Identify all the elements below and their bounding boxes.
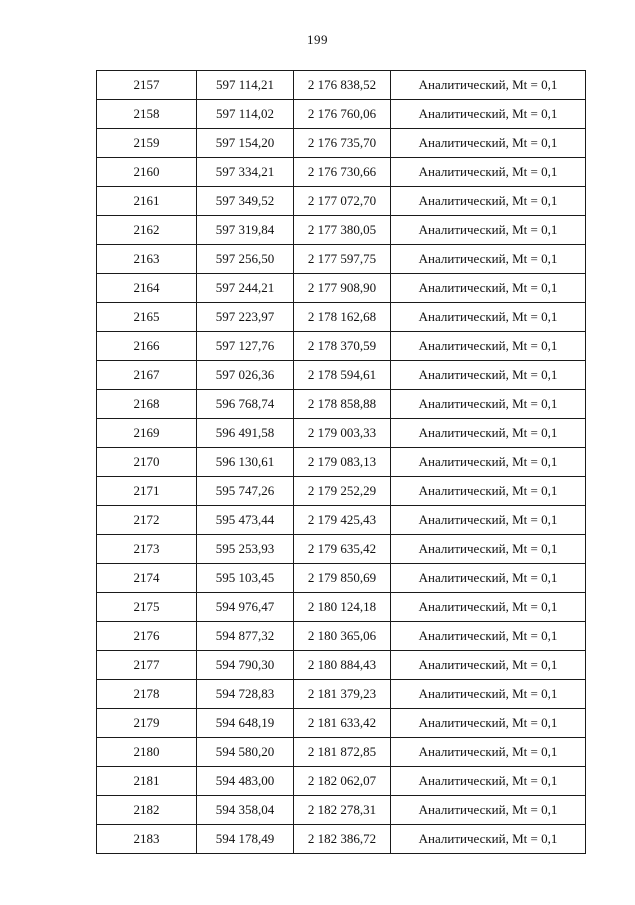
table-row bbox=[97, 767, 586, 796]
y-coordinate-cell: 2 177 072,70 bbox=[294, 187, 391, 216]
x-coordinate-cell: 595 473,44 bbox=[197, 506, 294, 535]
x-coordinate-cell: 594 358,04 bbox=[197, 796, 294, 825]
y-coordinate-cell: 2 179 635,42 bbox=[294, 535, 391, 564]
point-number-cell: 2159 bbox=[97, 129, 197, 158]
x-coordinate-cell: 594 178,49 bbox=[197, 825, 294, 854]
table-row bbox=[97, 825, 586, 854]
y-coordinate-cell: 2 178 162,68 bbox=[294, 303, 391, 332]
method-cell: Аналитический, Mt = 0,1 bbox=[391, 593, 586, 622]
table-row bbox=[97, 738, 586, 767]
y-coordinate-cell: 2 179 083,13 bbox=[294, 448, 391, 477]
x-coordinate-cell: 596 130,61 bbox=[197, 448, 294, 477]
table-row bbox=[97, 187, 586, 216]
table-row bbox=[97, 100, 586, 129]
y-coordinate-cell: 2 177 380,05 bbox=[294, 216, 391, 245]
method-cell: Аналитический, Mt = 0,1 bbox=[391, 303, 586, 332]
x-coordinate-cell: 597 334,21 bbox=[197, 158, 294, 187]
x-coordinate-cell: 595 253,93 bbox=[197, 535, 294, 564]
y-coordinate-cell: 2 182 386,72 bbox=[294, 825, 391, 854]
method-cell: Аналитический, Mt = 0,1 bbox=[391, 100, 586, 129]
point-number-cell: 2182 bbox=[97, 796, 197, 825]
x-coordinate-cell: 596 491,58 bbox=[197, 419, 294, 448]
table-row bbox=[97, 535, 586, 564]
table-row bbox=[97, 680, 586, 709]
point-number-cell: 2161 bbox=[97, 187, 197, 216]
x-coordinate-cell: 597 114,21 bbox=[197, 71, 294, 100]
x-coordinate-cell: 596 768,74 bbox=[197, 390, 294, 419]
y-coordinate-cell: 2 180 884,43 bbox=[294, 651, 391, 680]
point-number-cell: 2174 bbox=[97, 564, 197, 593]
point-number-cell: 2170 bbox=[97, 448, 197, 477]
y-coordinate-cell: 2 178 858,88 bbox=[294, 390, 391, 419]
x-coordinate-cell: 595 103,45 bbox=[197, 564, 294, 593]
method-cell: Аналитический, Mt = 0,1 bbox=[391, 419, 586, 448]
table-row bbox=[97, 245, 586, 274]
method-cell: Аналитический, Mt = 0,1 bbox=[391, 216, 586, 245]
point-number-cell: 2179 bbox=[97, 709, 197, 738]
x-coordinate-cell: 597 114,02 bbox=[197, 100, 294, 129]
table-row bbox=[97, 361, 586, 390]
y-coordinate-cell: 2 176 730,66 bbox=[294, 158, 391, 187]
y-coordinate-cell: 2 181 379,23 bbox=[294, 680, 391, 709]
y-coordinate-cell: 2 182 278,31 bbox=[294, 796, 391, 825]
x-coordinate-cell: 597 223,97 bbox=[197, 303, 294, 332]
method-cell: Аналитический, Mt = 0,1 bbox=[391, 477, 586, 506]
table-row bbox=[97, 419, 586, 448]
y-coordinate-cell: 2 176 735,70 bbox=[294, 129, 391, 158]
y-coordinate-cell: 2 181 633,42 bbox=[294, 709, 391, 738]
point-number-cell: 2183 bbox=[97, 825, 197, 854]
y-coordinate-cell: 2 182 062,07 bbox=[294, 767, 391, 796]
method-cell: Аналитический, Mt = 0,1 bbox=[391, 796, 586, 825]
method-cell: Аналитический, Mt = 0,1 bbox=[391, 709, 586, 738]
method-cell: Аналитический, Mt = 0,1 bbox=[391, 564, 586, 593]
point-number-cell: 2171 bbox=[97, 477, 197, 506]
point-number-cell: 2176 bbox=[97, 622, 197, 651]
x-coordinate-cell: 597 244,21 bbox=[197, 274, 294, 303]
y-coordinate-cell: 2 180 124,18 bbox=[294, 593, 391, 622]
y-coordinate-cell: 2 178 370,59 bbox=[294, 332, 391, 361]
y-coordinate-cell: 2 177 597,75 bbox=[294, 245, 391, 274]
method-cell: Аналитический, Mt = 0,1 bbox=[391, 71, 586, 100]
point-number-cell: 2167 bbox=[97, 361, 197, 390]
point-number-cell: 2166 bbox=[97, 332, 197, 361]
x-coordinate-cell: 597 349,52 bbox=[197, 187, 294, 216]
point-number-cell: 2163 bbox=[97, 245, 197, 274]
table-row bbox=[97, 448, 586, 477]
point-number-cell: 2180 bbox=[97, 738, 197, 767]
table-row bbox=[97, 796, 586, 825]
point-number-cell: 2160 bbox=[97, 158, 197, 187]
point-number-cell: 2165 bbox=[97, 303, 197, 332]
y-coordinate-cell: 2 179 003,33 bbox=[294, 419, 391, 448]
method-cell: Аналитический, Mt = 0,1 bbox=[391, 651, 586, 680]
table-row bbox=[97, 564, 586, 593]
x-coordinate-cell: 594 648,19 bbox=[197, 709, 294, 738]
table-row bbox=[97, 332, 586, 361]
point-number-cell: 2175 bbox=[97, 593, 197, 622]
x-coordinate-cell: 594 728,83 bbox=[197, 680, 294, 709]
y-coordinate-cell: 2 179 252,29 bbox=[294, 477, 391, 506]
method-cell: Аналитический, Mt = 0,1 bbox=[391, 158, 586, 187]
page-number: 199 bbox=[307, 32, 328, 47]
method-cell: Аналитический, Mt = 0,1 bbox=[391, 738, 586, 767]
x-coordinate-cell: 594 790,30 bbox=[197, 651, 294, 680]
table-row bbox=[97, 477, 586, 506]
x-coordinate-cell: 594 976,47 bbox=[197, 593, 294, 622]
point-number-cell: 2173 bbox=[97, 535, 197, 564]
x-coordinate-cell: 595 747,26 bbox=[197, 477, 294, 506]
point-number-cell: 2181 bbox=[97, 767, 197, 796]
table-row bbox=[97, 216, 586, 245]
point-number-cell: 2172 bbox=[97, 506, 197, 535]
point-number-cell: 2169 bbox=[97, 419, 197, 448]
method-cell: Аналитический, Mt = 0,1 bbox=[391, 825, 586, 854]
y-coordinate-cell: 2 180 365,06 bbox=[294, 622, 391, 651]
x-coordinate-cell: 594 877,32 bbox=[197, 622, 294, 651]
y-coordinate-cell: 2 179 850,69 bbox=[294, 564, 391, 593]
table-row bbox=[97, 506, 586, 535]
table-row bbox=[97, 390, 586, 419]
point-number-cell: 2158 bbox=[97, 100, 197, 129]
point-number-cell: 2168 bbox=[97, 390, 197, 419]
table-row bbox=[97, 303, 586, 332]
method-cell: Аналитический, Mt = 0,1 bbox=[391, 274, 586, 303]
point-number-cell: 2157 bbox=[97, 71, 197, 100]
method-cell: Аналитический, Mt = 0,1 bbox=[391, 245, 586, 274]
table-row bbox=[97, 593, 586, 622]
method-cell: Аналитический, Mt = 0,1 bbox=[391, 535, 586, 564]
method-cell: Аналитический, Mt = 0,1 bbox=[391, 187, 586, 216]
method-cell: Аналитический, Mt = 0,1 bbox=[391, 332, 586, 361]
y-coordinate-cell: 2 179 425,43 bbox=[294, 506, 391, 535]
point-number-cell: 2177 bbox=[97, 651, 197, 680]
y-coordinate-cell: 2 181 872,85 bbox=[294, 738, 391, 767]
x-coordinate-cell: 597 319,84 bbox=[197, 216, 294, 245]
method-cell: Аналитический, Mt = 0,1 bbox=[391, 622, 586, 651]
table-row bbox=[97, 622, 586, 651]
table-row bbox=[97, 651, 586, 680]
table-row bbox=[97, 158, 586, 187]
table-body bbox=[97, 71, 586, 854]
method-cell: Аналитический, Mt = 0,1 bbox=[391, 390, 586, 419]
y-coordinate-cell: 2 178 594,61 bbox=[294, 361, 391, 390]
method-cell: Аналитический, Mt = 0,1 bbox=[391, 129, 586, 158]
x-coordinate-cell: 597 256,50 bbox=[197, 245, 294, 274]
x-coordinate-cell: 597 127,76 bbox=[197, 332, 294, 361]
x-coordinate-cell: 594 580,20 bbox=[197, 738, 294, 767]
table-row bbox=[97, 129, 586, 158]
x-coordinate-cell: 597 026,36 bbox=[197, 361, 294, 390]
coordinates-table bbox=[96, 70, 586, 854]
method-cell: Аналитический, Mt = 0,1 bbox=[391, 506, 586, 535]
table-row bbox=[97, 709, 586, 738]
x-coordinate-cell: 594 483,00 bbox=[197, 767, 294, 796]
y-coordinate-cell: 2 176 760,06 bbox=[294, 100, 391, 129]
method-cell: Аналитический, Mt = 0,1 bbox=[391, 361, 586, 390]
point-number-cell: 2162 bbox=[97, 216, 197, 245]
method-cell: Аналитический, Mt = 0,1 bbox=[391, 448, 586, 477]
y-coordinate-cell: 2 177 908,90 bbox=[294, 274, 391, 303]
method-cell: Аналитический, Mt = 0,1 bbox=[391, 767, 586, 796]
method-cell: Аналитический, Mt = 0,1 bbox=[391, 680, 586, 709]
x-coordinate-cell: 597 154,20 bbox=[197, 129, 294, 158]
table-row bbox=[97, 71, 586, 100]
y-coordinate-cell: 2 176 838,52 bbox=[294, 71, 391, 100]
point-number-cell: 2178 bbox=[97, 680, 197, 709]
table-row bbox=[97, 274, 586, 303]
point-number-cell: 2164 bbox=[97, 274, 197, 303]
